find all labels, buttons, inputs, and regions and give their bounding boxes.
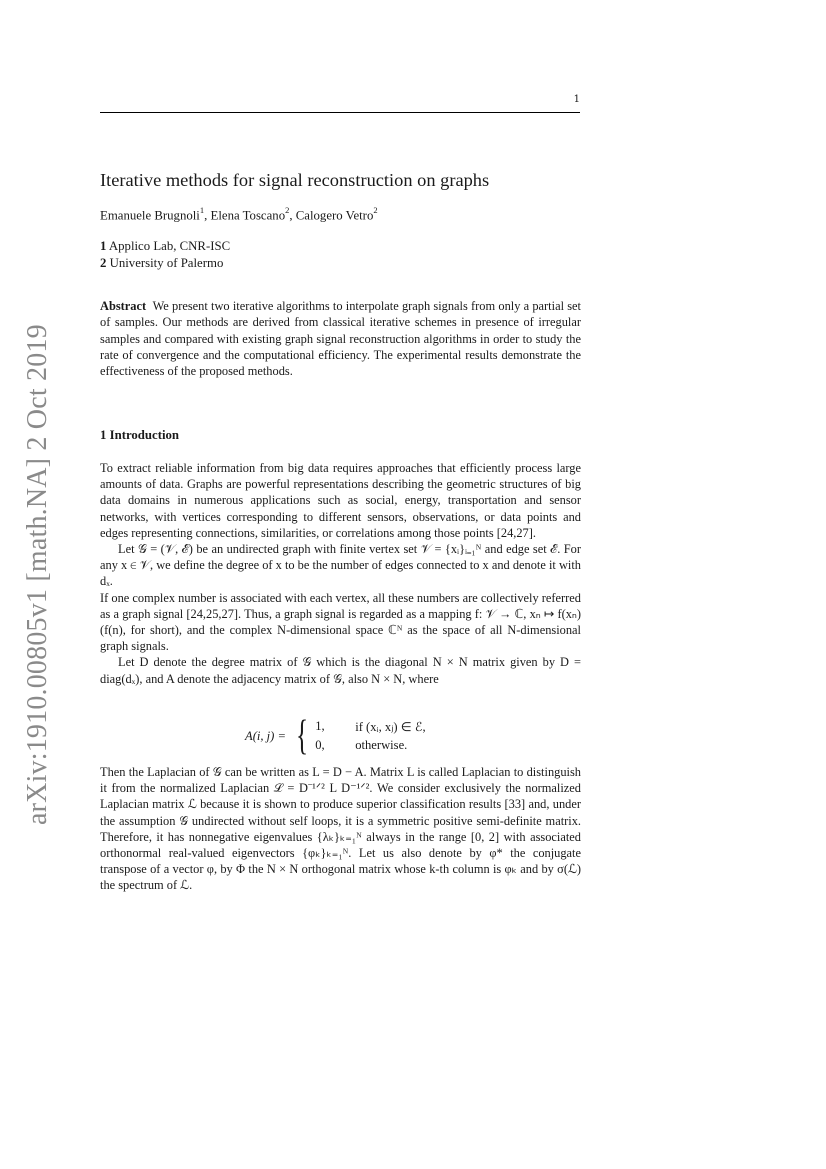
arxiv-identifier-stamp: arXiv:1910.00805v1 [math.NA] 2 Oct 2019 xyxy=(22,324,53,825)
intro-body xyxy=(100,460,581,687)
author-affiliation-mark: 2 xyxy=(373,205,378,215)
graph-definition-paragraph: Let 𝒢 = (𝒱, ℰ) be an undirected graph with finite vertex set 𝒱 = {xᵢ}ᵢ₌₁ᴺ and edge set ℰ. For any x ∈ 𝒱, we define the degree of x to be the number of edges connected to x and denote it with dₓ. xyxy=(100,542,581,589)
header-rule xyxy=(100,112,580,113)
cases-brace: { xyxy=(296,713,309,759)
affiliation-number: 1 xyxy=(100,239,107,253)
author-affiliation-mark: 2 xyxy=(285,205,290,215)
author-separator: , xyxy=(204,208,211,223)
page-number: 1 xyxy=(573,94,580,105)
case-value: 1, xyxy=(315,719,325,733)
author-name: Elena Toscano xyxy=(210,208,286,223)
graph-signal-paragraph: If one complex number is associated with each vertex, all these numbers are collectively referred as a graph signal [24,25,27]. Thus, a graph signal is regarded as a mapping f: 𝒱 → ℂ, xₙ ↦ f(xₙ) (f(n), for short), and the complex N-dimensional space ℂᴺ as the space of all N-dimensional graph signals. xyxy=(100,590,581,654)
abstract xyxy=(100,298,581,379)
affiliation-item xyxy=(100,238,581,255)
case-value: 0, xyxy=(315,738,325,752)
laplacian-paragraph: Then the Laplacian of 𝒢 can be written as L = D − A. Matrix L is called Laplacian to distinguish it from the normalized Laplacian ℒ = D⁻¹ᐟ² L D⁻¹ᐟ². We consider exclusively the normalized Laplacian matrix ℒ because it is shown to produce superior classification results [33] and, under the assumption 𝒢 undirected without self loops, it is a symmetric positive semi-definite matrix. Therefore, it has nonnegative eigenvalues {λₖ}ₖ₌₁ᴺ always in the range [0, 2] with associated orthonormal real-valued eigenvectors {φₖ}ₖ₌₁ᴺ. Let us also denote by φ* the conjugate transpose of a vector φ, by Φ the N × N orthogonal matrix whose k-th column is φₖ and by σ(ℒ) the spectrum of ℒ. xyxy=(100,765,581,893)
abstract-text: We present two iterative algorithms to interpolate graph signals from only a partial set of samples. Our methods are derived from classical iterative schemes in presence of irregular samples and compared with existing graph signal reconstruction algorithms in order to study the rate of convergence and the computational efficiency. The experimental results demonstrate the effectiveness of the proposed methods. xyxy=(100,299,581,379)
equation-cases xyxy=(315,719,425,753)
author-name: Calogero Vetro xyxy=(295,208,374,223)
affiliation-name: University of Palermo xyxy=(109,256,224,270)
section-heading: 1 Introduction xyxy=(100,428,180,442)
paper-title: Iterative methods for signal reconstruction on graphs xyxy=(100,170,490,190)
equation-lhs: A(i, j) = xyxy=(245,728,287,743)
degree-matrix-paragraph: Let D denote the degree matrix of 𝒢 which is the diagonal N × N matrix given by D = diag(dₓ), and A denote the adjacency matrix of 𝒢, also N × N, where xyxy=(100,655,581,686)
author-affiliation-mark: 1 xyxy=(199,205,205,215)
affiliation-name: Applico Lab, CNR-ISC xyxy=(108,239,231,253)
intro-paragraph: To extract reliable information from big data requires approaches that efficiently process large amounts of data. Graphs are powerful representations describing the geometric structures of big data domains in numerous applications such as social, energy, transportation and sensor networks, with vertices corresponding to different sensors, observations, or data points and edges representing connections, similarities, or correlations among those points [24,27]. xyxy=(100,461,581,540)
affiliation-item xyxy=(100,255,581,272)
case-condition: if (xᵢ, xⱼ) ∈ ℰ, xyxy=(355,720,426,734)
author-name: Emanuele Brugnoli xyxy=(100,208,200,223)
adjacency-equation xyxy=(245,715,426,757)
author-list xyxy=(100,206,581,223)
abstract-label: Abstract xyxy=(100,299,147,313)
affiliation-number: 2 xyxy=(100,256,107,270)
affiliation-list xyxy=(100,238,581,272)
author-separator: , xyxy=(289,208,296,223)
case-condition: otherwise. xyxy=(355,738,408,752)
laplacian-body xyxy=(100,764,581,894)
